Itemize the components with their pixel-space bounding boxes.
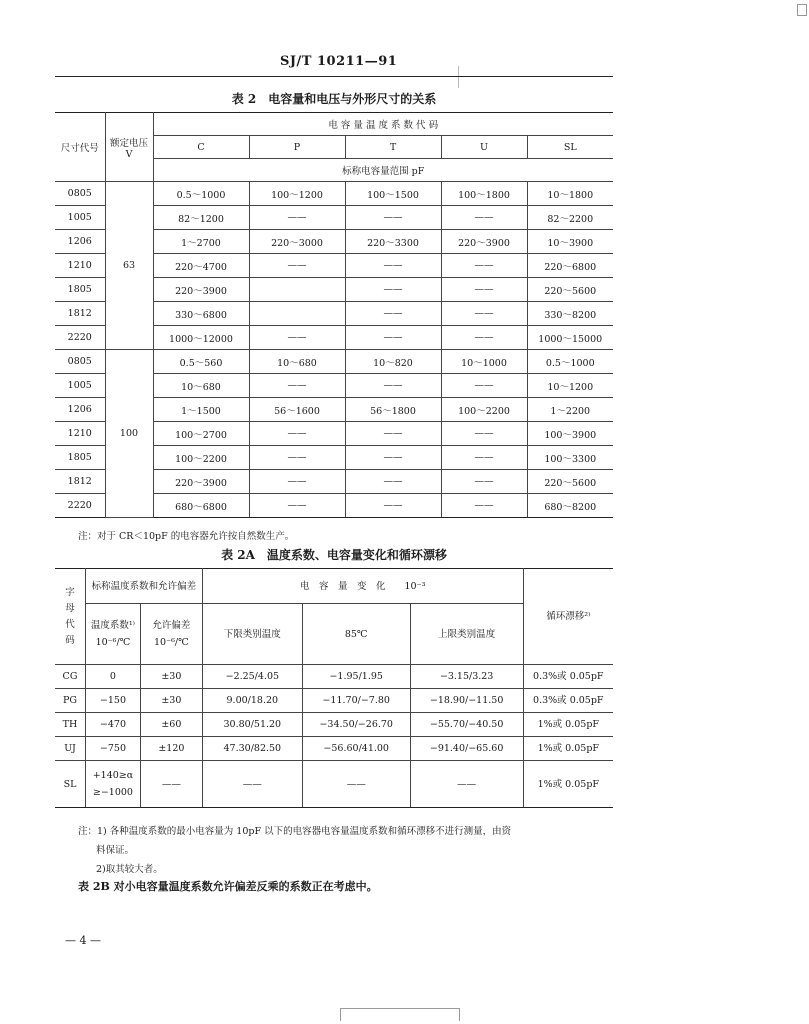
header-code-u: U (441, 136, 527, 159)
header-code-p: P (249, 136, 345, 159)
letter-code-cell: TH (55, 713, 85, 737)
size-code-cell: 2220 (55, 326, 105, 350)
value-cell: −1.95/1.95 (302, 665, 410, 689)
range-cell-t: —— (345, 470, 441, 494)
range-cell-c: 0.5～1000 (153, 182, 249, 206)
value-cell: 0 (85, 665, 140, 689)
value-cell: ±30 (140, 665, 202, 689)
header-range: 标称电容量范围 pF (153, 159, 613, 182)
range-cell-t: —— (345, 494, 441, 518)
letter-code-cell: UJ (55, 737, 85, 761)
table2a-note-1: 注：1) 各种温度系数的最小电容量为 10pF 以下的电容器电容量温度系数和循环漂移不进行测量，由资 (78, 826, 512, 837)
table2-caption: 表 2 电容量和电压与外形尺寸的关系 (231, 92, 437, 106)
value-cell: 9.00/18.20 (202, 689, 302, 713)
header-capacitance-change: 电 容 量 变 化 10⁻³ (202, 569, 523, 604)
scan-edge-mark (797, 4, 807, 16)
range-cell-p: 56～1600 (249, 398, 345, 422)
header-voltage-label: 额定电压 (109, 137, 148, 149)
table2a (55, 568, 613, 808)
value-cell: ±120 (140, 737, 202, 761)
range-cell-u: 100～2200 (441, 398, 527, 422)
dash-cell: —— (302, 761, 410, 808)
sl-tc-line: +140≥α (92, 770, 134, 781)
range-cell-u: —— (441, 422, 527, 446)
voltage-cell: 100 (105, 350, 153, 518)
table-row-sl (55, 761, 613, 808)
size-code-cell: 1210 (55, 422, 105, 446)
range-cell-p (249, 278, 345, 302)
range-cell-p: —— (249, 254, 345, 278)
range-cell-p: 100～1200 (249, 182, 345, 206)
range-cell-u: —— (441, 374, 527, 398)
table2a-note-1-cont: 料保证。 (96, 845, 135, 856)
range-cell-u: —— (441, 254, 527, 278)
value-cell: 0.3%或 0.05pF (523, 665, 613, 689)
range-cell-c: 1～1500 (153, 398, 249, 422)
range-cell-p: 220～3000 (249, 230, 345, 254)
range-cell-p (249, 302, 345, 326)
header-letter-char: 字 (65, 586, 75, 598)
range-cell-u: —— (441, 326, 527, 350)
size-code-cell: 1005 (55, 206, 105, 230)
size-code-cell: 1206 (55, 398, 105, 422)
header-tc-code-group: 电 容 量 温 度 系 数 代 码 (153, 113, 613, 136)
value-cell: 47.30/82.50 (202, 737, 302, 761)
range-cell-c: 1～2700 (153, 230, 249, 254)
table2-note: 注：对于 CR＜10pF 的电容器允许按自然数生产。 (78, 531, 295, 542)
range-cell-t: 10～820 (345, 350, 441, 374)
scan-bottom-mark (340, 1008, 460, 1021)
range-cell-t: —— (345, 302, 441, 326)
range-cell-sl: 1000～15000 (527, 326, 613, 350)
range-cell-c: 220～3900 (153, 470, 249, 494)
value-cell: 1%或 0.05pF (523, 713, 613, 737)
value-cell: ±30 (140, 689, 202, 713)
header-tol-label: 允许偏差 (152, 620, 191, 631)
size-code-cell: 1805 (55, 446, 105, 470)
range-cell-c: 0.5～560 (153, 350, 249, 374)
table-row (55, 350, 613, 374)
size-code-cell: 0805 (55, 350, 105, 374)
header-lower-temp: 下限类别温度 (202, 604, 302, 665)
letter-code-cell: SL (55, 761, 85, 808)
dash-cell: —— (140, 761, 202, 808)
header-nominal-tc: 标称温度系数和允许偏差 (85, 569, 202, 604)
letter-code-cell: CG (55, 665, 85, 689)
range-cell-c: 330～6800 (153, 302, 249, 326)
range-cell-u: —— (441, 278, 527, 302)
table-row (55, 737, 613, 761)
range-cell-c: 220～3900 (153, 278, 249, 302)
header-rule (55, 76, 613, 77)
range-cell-c: 1000～12000 (153, 326, 249, 350)
range-cell-sl: 0.5～1000 (527, 350, 613, 374)
range-cell-u: 220～3900 (441, 230, 527, 254)
header-tc-unit: 10⁻⁶/℃ (95, 637, 131, 648)
range-cell-p: —— (249, 326, 345, 350)
value-cell: −56.60/41.00 (302, 737, 410, 761)
body-paragraph: 表 2B 对小电容量温度系数允许偏差反乘的系数正在考虑中。 (78, 880, 378, 893)
value-cell: −2.25/4.05 (202, 665, 302, 689)
range-cell-p: —— (249, 374, 345, 398)
value-cell: −91.40/−65.60 (410, 737, 523, 761)
range-cell-p: —— (249, 446, 345, 470)
value-cell: 1%或 0.05pF (523, 737, 613, 761)
value-cell: −470 (85, 713, 140, 737)
value-cell: −34.50/−26.70 (302, 713, 410, 737)
range-cell-t: —— (345, 278, 441, 302)
header-85c: 85℃ (302, 604, 410, 665)
range-cell-sl: 100～3300 (527, 446, 613, 470)
table-row (55, 665, 613, 689)
range-cell-u: —— (441, 302, 527, 326)
range-cell-u: —— (441, 494, 527, 518)
table-row (55, 689, 613, 713)
range-cell-sl: 10～1200 (527, 374, 613, 398)
header-tol-col (140, 604, 202, 665)
standard-number: SJ/T 10211—91 (280, 54, 398, 69)
drift-cell: 1%或 0.05pF (523, 761, 613, 808)
table2a-notes (78, 822, 618, 879)
range-cell-u: —— (441, 470, 527, 494)
header-upper-temp: 上限类别温度 (410, 604, 523, 665)
table2 (55, 112, 613, 518)
value-cell: ±60 (140, 713, 202, 737)
header-letter-char: 代 (65, 618, 75, 630)
range-cell-sl: 1～2200 (527, 398, 613, 422)
size-code-cell: 1206 (55, 230, 105, 254)
range-cell-t: —— (345, 206, 441, 230)
header-code-c: C (153, 136, 249, 159)
range-cell-p: —— (249, 206, 345, 230)
header-tc-col (85, 604, 140, 665)
value-cell: 0.3%或 0.05pF (523, 689, 613, 713)
range-cell-t: 56～1800 (345, 398, 441, 422)
range-cell-c: 100～2700 (153, 422, 249, 446)
range-cell-c: 680～6800 (153, 494, 249, 518)
range-cell-u: 100～1800 (441, 182, 527, 206)
value-cell: −18.90/−11.50 (410, 689, 523, 713)
range-cell-t: —— (345, 326, 441, 350)
range-cell-p: —— (249, 470, 345, 494)
range-cell-t: 220～3300 (345, 230, 441, 254)
range-cell-sl: 220～6800 (527, 254, 613, 278)
header-code-sl: SL (527, 136, 613, 159)
size-code-cell: 1812 (55, 470, 105, 494)
value-cell: −750 (85, 737, 140, 761)
voltage-cell: 63 (105, 182, 153, 350)
header-letter-char: 母 (65, 602, 75, 614)
range-cell-c: 82～1200 (153, 206, 249, 230)
table2a-note-2: 2)取其较大者。 (96, 864, 163, 875)
header-letter-char: 码 (65, 634, 75, 646)
sl-tc-cell (85, 761, 140, 808)
value-cell: 30.80/51.20 (202, 713, 302, 737)
table-row (55, 713, 613, 737)
header-voltage-unit: V (125, 148, 133, 160)
range-cell-p: 10～680 (249, 350, 345, 374)
range-cell-sl: 10～1800 (527, 182, 613, 206)
range-cell-sl: 220～5600 (527, 278, 613, 302)
size-code-cell: 1812 (55, 302, 105, 326)
range-cell-u: —— (441, 446, 527, 470)
range-cell-t: —— (345, 422, 441, 446)
range-cell-c: 220～4700 (153, 254, 249, 278)
range-cell-sl: 10～3900 (527, 230, 613, 254)
table2a-caption: 表 2A 温度系数、电容量变化和循环漂移 (221, 548, 447, 562)
table-row (55, 182, 613, 206)
header-letter-code-text (55, 585, 85, 649)
size-code-cell: 1805 (55, 278, 105, 302)
header-rated-voltage (105, 113, 153, 182)
value-cell: −55.70/−40.50 (410, 713, 523, 737)
size-code-cell: 1210 (55, 254, 105, 278)
range-cell-p: —— (249, 494, 345, 518)
dash-cell: —— (410, 761, 523, 808)
size-code-cell: 0805 (55, 182, 105, 206)
letter-code-cell: PG (55, 689, 85, 713)
sl-tc-line: ≥−1000 (92, 787, 133, 798)
range-cell-t: 100～1500 (345, 182, 441, 206)
range-cell-u: —— (441, 206, 527, 230)
header-size-code: 尺寸代号 (55, 113, 105, 182)
range-cell-sl: 680～8200 (527, 494, 613, 518)
range-cell-p: —— (249, 422, 345, 446)
header-letter-code (55, 569, 85, 665)
size-code-cell: 2220 (55, 494, 105, 518)
range-cell-sl: 330～8200 (527, 302, 613, 326)
range-cell-u: 10～1000 (441, 350, 527, 374)
range-cell-sl: 100～3900 (527, 422, 613, 446)
range-cell-sl: 220～5600 (527, 470, 613, 494)
dash-cell: —— (202, 761, 302, 808)
scan-crop-line (458, 66, 459, 88)
header-tc-label: 温度系数¹⁾ (90, 620, 136, 631)
range-cell-c: 100～2200 (153, 446, 249, 470)
header-tol-unit: 10⁻⁶/℃ (154, 637, 189, 648)
size-code-cell: 1005 (55, 374, 105, 398)
range-cell-c: 10～680 (153, 374, 249, 398)
header-code-t: T (345, 136, 441, 159)
range-cell-sl: 82～2200 (527, 206, 613, 230)
page-number: — 4 — (65, 934, 101, 947)
range-cell-t: —— (345, 374, 441, 398)
header-cycle-drift: 循环漂移²⁾ (523, 569, 613, 665)
range-cell-t: —— (345, 446, 441, 470)
value-cell: −3.15/3.23 (410, 665, 523, 689)
value-cell: −11.70/−7.80 (302, 689, 410, 713)
range-cell-t: —— (345, 254, 441, 278)
value-cell: −150 (85, 689, 140, 713)
